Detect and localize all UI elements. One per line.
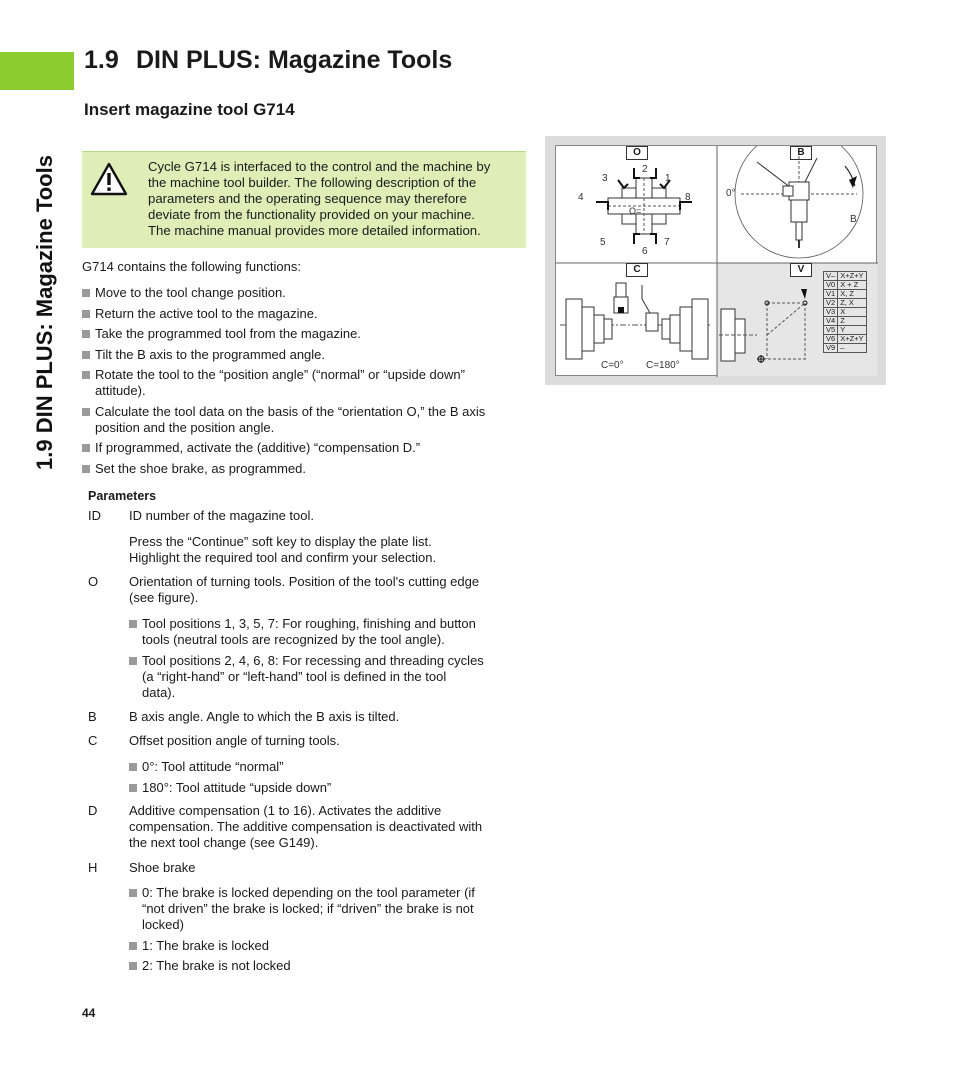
item-line: data). xyxy=(142,684,176,700)
table-cell: V9 xyxy=(824,344,838,353)
list-item xyxy=(129,653,529,701)
table-cell: Y xyxy=(838,326,866,335)
list-item xyxy=(82,367,532,399)
table-cell: X + Z xyxy=(838,281,866,290)
desc-line: Offset position angle of turning tools. xyxy=(129,733,340,748)
panel-v-mode xyxy=(717,263,878,376)
position-2-label: 2 xyxy=(642,164,648,175)
table-cell: Z, X xyxy=(838,299,866,308)
panel-b-axis xyxy=(717,146,878,263)
desc-line: Highlight the required tool and confirm your selection. xyxy=(129,550,437,565)
table-cell: V3 xyxy=(824,308,838,317)
b-axis-drawing xyxy=(717,146,878,263)
param-h-options xyxy=(129,885,529,979)
note-text xyxy=(148,159,520,239)
table-cell: V6 xyxy=(824,335,838,344)
list-item xyxy=(129,616,529,648)
list-item xyxy=(129,759,529,775)
panel-tag: V xyxy=(790,263,812,277)
table-cell: V0 xyxy=(824,281,838,290)
item-line: Set the shoe brake, as programmed. xyxy=(95,460,307,476)
item-line: 0: The brake is locked depending on the tool parameter (if xyxy=(142,885,475,900)
item-line: 0°: Tool attitude “normal” xyxy=(142,759,284,774)
param-key: O xyxy=(88,574,99,589)
note-line: Cycle G714 is interfaced to the control and the machine by xyxy=(148,159,491,174)
table-cell: V4 xyxy=(824,317,838,326)
running-title xyxy=(22,54,62,474)
param-key: C xyxy=(88,733,98,748)
item-line: (a “right-hand” or “left-hand” tool is defined in the tool xyxy=(142,668,447,684)
table-cell: X xyxy=(838,308,866,317)
list-item xyxy=(129,938,529,954)
item-line: 180°: Tool attitude “upside down” xyxy=(142,779,332,795)
position-6-label: 6 xyxy=(642,246,648,257)
item-line: Calculate the tool data on the basis of the “orientation O,” the B axis xyxy=(95,403,486,419)
param-o-options xyxy=(129,616,529,705)
panel-tag: C xyxy=(626,263,648,277)
item-line: 2: The brake is not locked xyxy=(142,958,291,973)
table-cell: X+Z+Y xyxy=(838,272,866,281)
v-mode-table xyxy=(823,271,867,353)
item-line: If programmed, activate the (additive) “compensation D.” xyxy=(95,440,421,455)
list-item xyxy=(82,326,532,342)
c-angle-drawing xyxy=(556,263,717,376)
desc-line: ID number of the magazine tool. xyxy=(129,508,314,523)
param-key: B xyxy=(88,709,97,724)
parameters-heading: Parameters xyxy=(88,489,157,503)
panel-orientation xyxy=(556,146,717,263)
chapter-number: 1.9 xyxy=(84,46,119,74)
chapter-name: DIN PLUS: Magazine Tools xyxy=(136,46,453,74)
position-1-label: 1 xyxy=(665,173,671,184)
position-5-label: 5 xyxy=(600,237,606,248)
param-desc xyxy=(129,803,529,851)
orientation-drawing xyxy=(556,146,717,263)
position-8-label: 8 xyxy=(685,192,691,203)
table-cell: V1 xyxy=(824,290,838,299)
desc-line: Press the “Continue” soft key to display the plate list. xyxy=(129,534,432,549)
note-line: The machine manual provides more detailed information. xyxy=(148,223,481,238)
table-cell: V2 xyxy=(824,299,838,308)
figure-frame xyxy=(555,145,877,376)
item-line: Take the programmed tool from the magazine. xyxy=(95,326,361,341)
param-desc xyxy=(129,508,529,566)
list-item xyxy=(82,306,532,322)
note-line: the machine tool builder. The following description of the xyxy=(148,175,477,190)
list-item xyxy=(129,780,529,796)
list-item xyxy=(82,440,532,456)
item-line: tools (neutral tools are recognized by the tool angle). xyxy=(142,632,445,647)
function-list xyxy=(82,285,532,481)
item-line: 1: The brake is locked xyxy=(142,937,269,953)
param-desc xyxy=(129,860,529,876)
position-4-label: 4 xyxy=(578,192,584,203)
param-key: H xyxy=(88,860,98,875)
table-cell: X, Z xyxy=(838,290,866,299)
param-key: D xyxy=(88,803,98,818)
table-cell: V5 xyxy=(824,326,838,335)
c0-label: C=0° xyxy=(601,360,624,371)
intro-text: G714 contains the following functions: xyxy=(82,259,301,274)
panel-c-angle xyxy=(556,263,717,376)
page-number: 44 xyxy=(82,1006,96,1020)
param-desc xyxy=(129,574,529,606)
chapter-title xyxy=(84,46,452,75)
list-item xyxy=(129,958,529,974)
list-item xyxy=(82,461,532,477)
list-item xyxy=(82,347,532,363)
item-line: Rotate the tool to the “position angle” (“normal” or “upside down” xyxy=(95,367,465,382)
machine-note xyxy=(82,151,526,248)
item-line: Tool positions 2, 4, 6, 8: For recessing and threading cycles xyxy=(142,652,484,668)
desc-line: Shoe brake xyxy=(129,860,196,875)
b-angle-label: B xyxy=(850,214,857,225)
param-key: ID xyxy=(88,508,101,523)
item-line: “not driven” the brake is locked; if “driven” the brake is not xyxy=(142,901,474,916)
desc-line: Orientation of turning tools. Position of the tool's cutting edge xyxy=(129,574,480,589)
section-title: Insert magazine tool G714 xyxy=(84,100,295,119)
item-line: locked) xyxy=(142,917,184,932)
table-cell: – xyxy=(838,344,866,353)
param-desc xyxy=(129,733,529,749)
warning-triangle-icon xyxy=(90,162,128,196)
note-line: deviate from the functionality provided on your machine. xyxy=(148,207,475,222)
desc-line: Additive compensation (1 to 16). Activates the additive xyxy=(129,803,442,818)
item-line: Move to the tool change position. xyxy=(95,285,286,300)
desc-line: compensation. The additive compensation is deactivated with xyxy=(129,819,483,834)
list-item xyxy=(129,885,529,933)
list-item xyxy=(82,404,532,436)
desc-line: the next tool change (see G149). xyxy=(129,835,319,850)
item-line: attitude). xyxy=(95,383,146,398)
position-3-label: 3 xyxy=(602,173,608,184)
position-7-label: 7 xyxy=(664,237,670,248)
desc-line: (see figure). xyxy=(129,590,199,605)
table-row xyxy=(824,344,867,353)
param-desc xyxy=(129,709,529,725)
table-cell: V– xyxy=(824,272,838,281)
table-cell: Z xyxy=(838,317,866,326)
note-line: parameters and the operating sequence may therefore xyxy=(148,191,467,206)
item-line: Return the active tool to the magazine. xyxy=(95,305,318,321)
running-title-text: 1.9 DIN PLUS: Magazine Tools xyxy=(32,155,57,470)
desc-line: B axis angle. Angle to which the B axis is tilted. xyxy=(129,709,400,724)
param-c-options xyxy=(129,759,529,800)
panel-tag: B xyxy=(790,146,812,160)
panel-tag: O xyxy=(626,146,648,160)
list-item xyxy=(82,285,532,301)
c180-label: C=180° xyxy=(646,360,680,371)
tool-orientation-figure xyxy=(545,136,886,385)
item-line: position and the position angle. xyxy=(95,419,275,435)
item-line: Tilt the B axis to the programmed angle. xyxy=(95,346,326,362)
zero-angle-label: 0° xyxy=(726,188,736,199)
table-cell: X+Z+Y xyxy=(838,335,866,344)
center-label: O= xyxy=(629,206,642,216)
item-line: Tool positions 1, 3, 5, 7: For roughing, finishing and button xyxy=(142,616,476,631)
